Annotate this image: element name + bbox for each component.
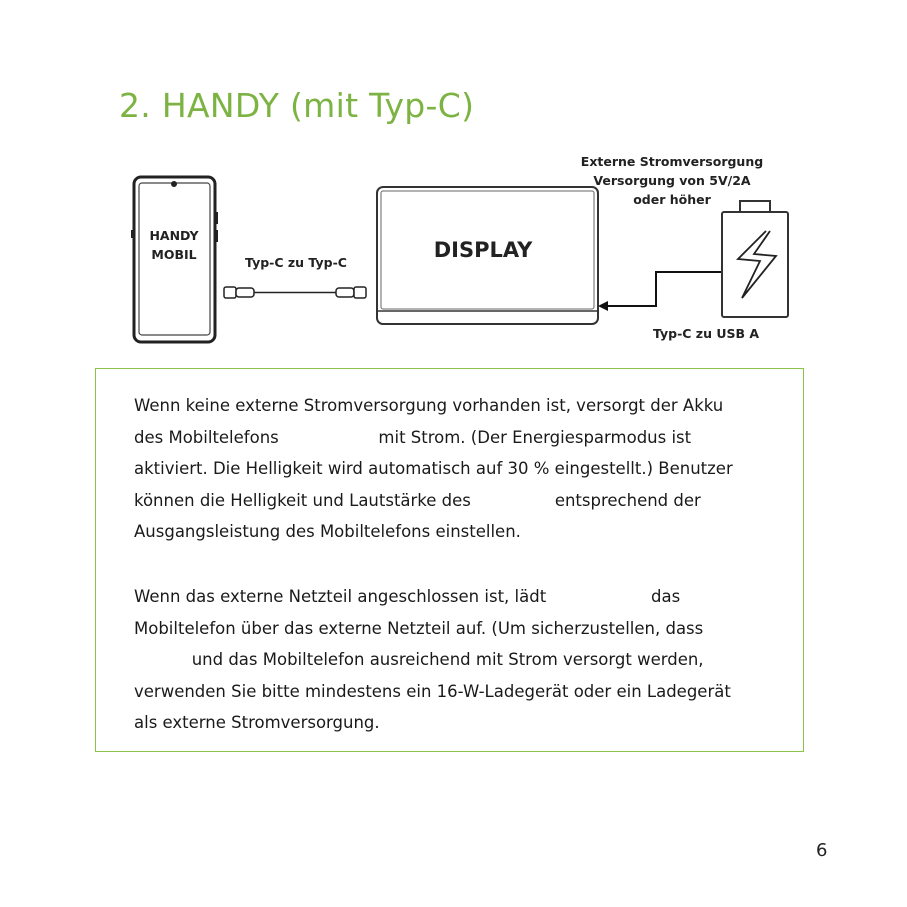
text-line: Wenn das externe Netzteil angeschlossen ist, lädt das <box>134 587 681 606</box>
paragraph-external-power <box>134 581 774 739</box>
page-title: 2. HANDY (mit Typ-C) <box>119 86 475 125</box>
text-line: Mobiltelefon über das externe Netzteil auf. (Um sicherzustellen, dass <box>134 618 704 638</box>
power-supply-label: Externe Stromversorgung Versorgung von 5V/2A oder höher <box>580 154 764 207</box>
text-line: und das Mobiltelefon ausreichend mit Strom versorgt werden, <box>134 650 704 669</box>
cable-icon <box>224 287 366 298</box>
cable-label: Typ-C zu Typ-C <box>245 255 347 270</box>
text-line: können die Helligkeit und Lautstärke des entsprechend der <box>134 490 701 510</box>
text-line: des Mobiltelefons mit Strom. (Der Energiesparmodus ist <box>134 427 692 447</box>
page-number: 6 <box>816 840 828 861</box>
usb-label: Typ-C zu USB A <box>652 326 760 341</box>
text-line: aktiviert. Die Helligkeit wird automatisch auf 30 % eingestellt.) Benutzer <box>134 459 733 478</box>
text-line: verwenden Sie bitte mindestens ein 16-W-Ladegerät oder ein Ladegerät <box>134 681 731 701</box>
display-label: DISPLAY <box>433 238 533 262</box>
arrow-icon <box>598 272 723 311</box>
text-line: Ausgangsleistung des Mobiltelefons einstellen. <box>134 522 521 541</box>
battery-icon <box>722 201 788 317</box>
phone-label: HANDY MOBIL <box>149 228 199 262</box>
text-line: Wenn keine externe Stromversorgung vorhanden ist, versorgt der Akku <box>134 396 724 415</box>
paragraph-battery <box>134 390 774 548</box>
text-line: als externe Stromversorgung. <box>134 713 380 732</box>
